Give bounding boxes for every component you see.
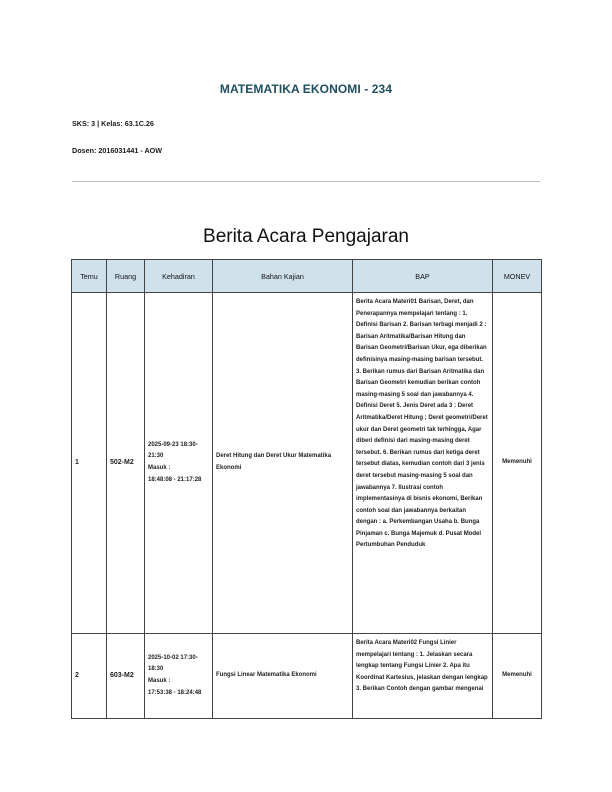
kehadiran-schedule: 2025-09-23 18:30-21:30 xyxy=(148,441,198,460)
kehadiran-label: Masuk : xyxy=(148,678,171,684)
cell-bap: Berita Acara Materi01 Barisan, Deret, dan Penerapannya mempelajari tentang : 1. Definisi Barisan 2. Barisan terbagi menjadi 2 : Barisan Aritmatika/Barisan Hitung dan Barisan Geometri/Barisan Ukur, ega diberikan definisinya masing-masing barisan tersebut. 3. Berikan rumus dari Barisan Aritmatika dan Barisan Geometri kemudian berikan contoh masing-masing 5 soal dan jawabannya 4. Definisi Deret 5. Jenis Deret ada 3 : Deret Aritmatika/Deret Hitung ; Deret geometri/Deret ukur dan Deret geometri tak terhingga, Agar diberi definisi dari masing-masing deret tersebut. 6. Berikan rumus dari ketiga deret tersebut diatas, kemudian contoh dari 3 jenis deret tersebut masing-masing 5 soal dan jawabannya 7. Ilustrasi contoh implementasinya di bisnis ekonomi, Berikan contoh soal dan jawabannya berkaitan dengan : a. Perkembangan Usaha b. Bunga Pinjaman c. Bunga Majemuk d. Pusat Model Pertumbuhan Penduduk xyxy=(353,293,493,634)
header-monev: MONEV xyxy=(493,260,542,293)
header-temu: Temu xyxy=(72,260,107,293)
table-row xyxy=(72,293,542,634)
cell-monev: Memenuhi xyxy=(493,293,542,634)
kehadiran-time: 17:53:38 - 18:24:48 xyxy=(148,689,202,696)
header-kehadiran: Kehadiran xyxy=(145,260,213,293)
header-ruang: Ruang xyxy=(107,260,145,293)
cell-ruang: 502-M2 xyxy=(107,293,145,634)
cell-temu: 1 xyxy=(72,293,107,634)
cell-kehadiran xyxy=(145,634,213,719)
cell-bahan-kajian: Deret Hitung dan Deret Ukur Matematika Ekonomi xyxy=(213,293,353,634)
kehadiran-time: 18:48:08 - 21:17:28 xyxy=(148,476,202,483)
cell-kehadiran xyxy=(145,293,213,634)
table-row xyxy=(72,634,542,719)
cell-bahan-kajian: Fungsi Linear Matematika Ekonomi xyxy=(213,634,353,719)
cell-ruang: 603-M2 xyxy=(107,634,145,719)
bap-table xyxy=(71,259,542,719)
document-title: Berita Acara Pengajaran xyxy=(203,226,409,247)
header-bap: BAP xyxy=(353,260,493,293)
course-title: MATEMATIKA EKONOMI - 234 xyxy=(219,82,393,96)
header-bahan-kajian: Bahan Kajian xyxy=(213,260,353,293)
divider xyxy=(72,181,540,182)
cell-bap: Berita Acara Materi02 Fungsi Linier mempelajari tentang : 1. Jelaskan secara lengkap tentang Fungsi Linier 2. Apa itu Koordinat Kartesius, jelaskan dengan lengkap 3. Berikan Contoh dengan gambar mengenai xyxy=(353,634,493,719)
course-info: SKS: 3 | Kelas: 63.1C.26 xyxy=(72,119,154,128)
kehadiran-schedule: 2025-10-02 17:30-18:30 xyxy=(148,654,198,673)
cell-monev: Memenuhi xyxy=(493,634,542,719)
cell-temu: 2 xyxy=(72,634,107,719)
kehadiran-label: Masuk : xyxy=(148,465,171,471)
table-header-row xyxy=(72,260,542,293)
lecturer-info: Dosen: 2016031441 - AOW xyxy=(72,146,163,155)
